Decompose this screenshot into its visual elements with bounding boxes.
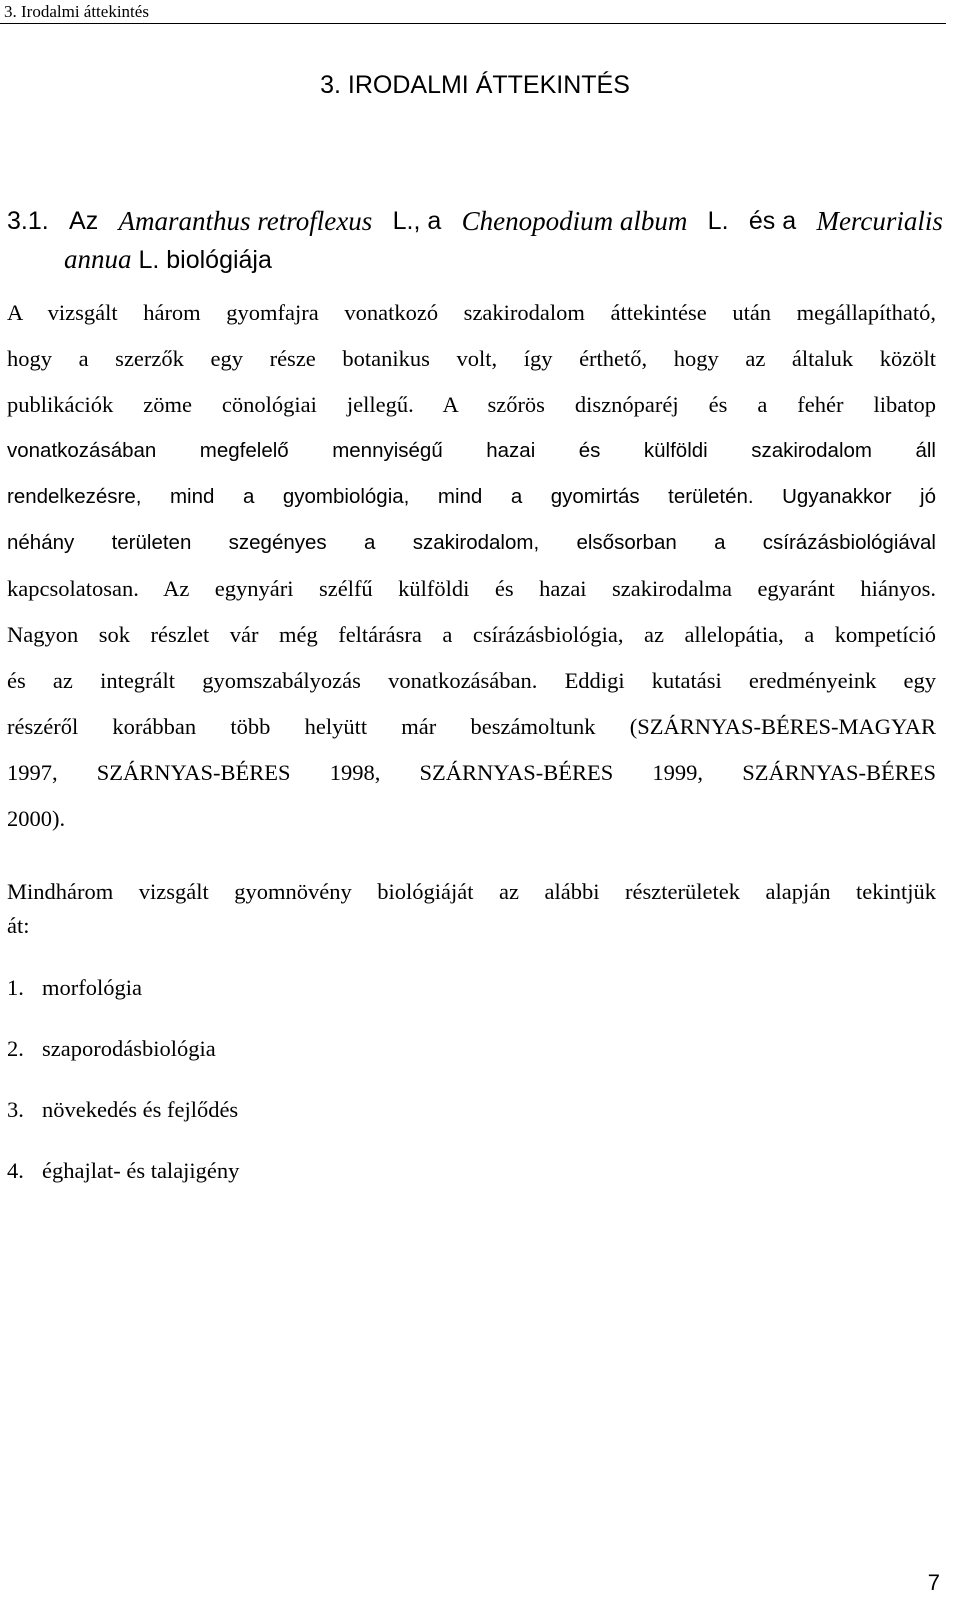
body-paragraph-1 xyxy=(7,290,936,842)
list-item-text: éghajlat- és talajigény xyxy=(42,1158,240,1183)
section-authority-2: L. xyxy=(707,207,729,235)
paragraph-line: kapcsolatosan. Az egynyári szélfű külföldi és hazai szakirodalma egyaránt hiányos. xyxy=(7,576,936,601)
paragraph-line: 1997, SZÁRNYAS-BÉRES 1998, SZÁRNYAS-BÉRES 1999, SZÁRNYAS-BÉRES xyxy=(7,760,936,785)
paragraph-line: át: xyxy=(7,913,30,938)
list-item-number: 1. xyxy=(7,975,24,1000)
paragraph-line: hogy a szerzők egy része botanikus volt, így érthető, hogy az általuk közölt xyxy=(7,346,936,371)
list-item-text: szaporodásbiológia xyxy=(42,1036,216,1061)
list-item xyxy=(7,968,239,1029)
list-item xyxy=(7,1029,239,1090)
section-heading xyxy=(7,202,943,279)
paragraph-line: Mindhárom vizsgált gyomnövény biológiáját az alábbi részterületek alapján tekintjük xyxy=(7,879,936,904)
section-authority-1: L., a xyxy=(392,207,442,235)
section-word-az: Az xyxy=(69,207,99,235)
list-item-number: 3. xyxy=(7,1097,24,1122)
section-heading-line-1 xyxy=(7,202,943,240)
list-item-text: növekedés és fejlődés xyxy=(42,1097,239,1122)
chapter-title: 3. IRODALMI ÁTTEKINTÉS xyxy=(320,71,630,99)
paragraph-line: A vizsgált három gyomfajra vonatkozó szakirodalom áttekintése után megállapítható, xyxy=(7,300,936,325)
list-item xyxy=(7,1151,239,1212)
paragraph-line: 2000). xyxy=(7,806,66,831)
paragraph-line: Nagyon sok részlet vár még feltárásra a csírázásbiológia, az allelopátia, a kompetíció xyxy=(7,622,936,647)
running-header: 3. Irodalmi áttekintés xyxy=(0,0,946,24)
list-item-number: 2. xyxy=(7,1036,24,1061)
section-authority-3: L. biológiája xyxy=(138,246,272,274)
page-number: 7 xyxy=(927,1570,940,1595)
paragraph-line: részéről korábban több helyütt már beszámoltunk (SZÁRNYAS-BÉRES-MAGYAR xyxy=(7,714,936,739)
list-item-number: 4. xyxy=(7,1158,24,1183)
topic-list xyxy=(7,968,239,1212)
paragraph-line: publikációk zöme cönológiai jellegű. A szőrös disznóparéj és a fehér libatop xyxy=(7,392,936,417)
section-number: 3.1. xyxy=(7,207,49,235)
paragraph-line: néhány területen szegényes a szakirodalom, elsősorban a csírázásbiológiával xyxy=(7,531,936,554)
section-heading-line-2 xyxy=(7,240,943,279)
section-word-es-a: és a xyxy=(748,207,797,235)
species-amaranthus: Amaranthus retroflexus xyxy=(118,206,373,236)
species-mercurialis: Mercurialis xyxy=(816,206,943,236)
paragraph-line: rendelkezésre, mind a gyombiológia, mind a gyomirtás területén. Ugyanakkor jó xyxy=(7,485,936,508)
species-annua: annua xyxy=(64,244,132,274)
paragraph-line: vonatkozásában megfelelő mennyiségű hazai és külföldi szakirodalom áll xyxy=(7,439,936,462)
list-item xyxy=(7,1090,239,1151)
list-item-text: morfológia xyxy=(42,975,142,1000)
body-paragraph-2 xyxy=(7,875,936,943)
species-chenopodium: Chenopodium album xyxy=(461,206,688,236)
paragraph-line: és az integrált gyomszabályozás vonatkozásában. Eddigi kutatási eredményeink egy xyxy=(7,668,936,693)
